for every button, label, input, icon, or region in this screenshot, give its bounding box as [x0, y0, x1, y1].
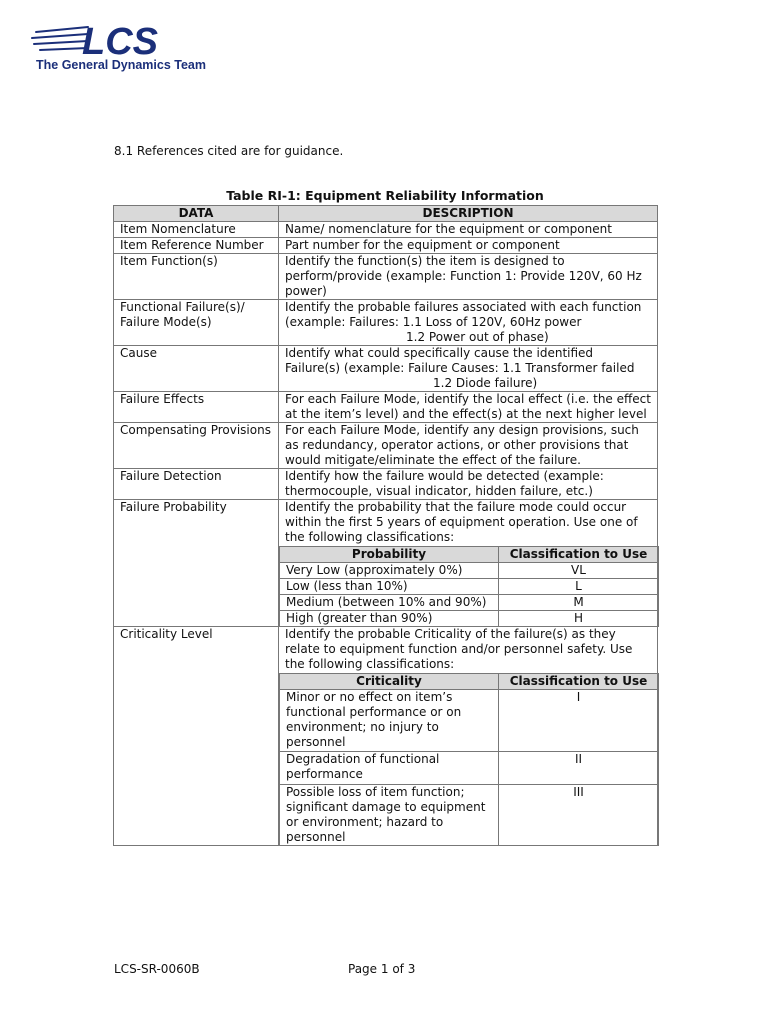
criticality-row: [280, 690, 659, 752]
probability-cell: Medium (between 10% and 90%): [280, 595, 499, 611]
probability-row: [280, 579, 659, 595]
row-description: For each Failure Mode, identify any design provisions, such as redundancy, operator actions, or other provisions that would mitigate/eliminate the effect of the failure.: [279, 423, 658, 469]
table-row: [114, 392, 658, 423]
probability-row: [280, 595, 659, 611]
logo-tagline: The General Dynamics Team: [36, 58, 206, 72]
table-caption: Table RI-1: Equipment Reliability Information: [226, 188, 544, 203]
probability-header-row: [280, 547, 659, 563]
table-row: [114, 346, 658, 392]
row-label: Compensating Provisions: [114, 423, 279, 469]
criticality-table: [279, 673, 659, 846]
row-description: Identify how the failure would be detected (example: thermocouple, visual indicator, hidden failure, etc.): [279, 469, 658, 500]
table-row: [114, 300, 658, 346]
row-label: Criticality Level: [114, 627, 279, 846]
row-description: For each Failure Mode, identify the local effect (i.e. the effect at the item’s level) and the effect(s) at the next higher level: [279, 392, 658, 423]
row-description-continuation: 1.2 Diode failure): [433, 376, 538, 390]
table-row: [114, 254, 658, 300]
criticality-cell: Degradation of functional performance: [280, 752, 499, 785]
table-header-row: [114, 206, 658, 222]
probability-table: [279, 546, 659, 627]
criticality-cell: Minor or no effect on item’s functional performance or on environment; no injury to personnel: [280, 690, 499, 752]
table-row: [114, 222, 658, 238]
criticality-header-row: [280, 674, 659, 690]
criticality-row: [280, 752, 659, 785]
footer-page-number: Page 1 of 3: [348, 962, 416, 976]
reliability-table: [113, 205, 658, 846]
row-description-text: Identify the probable failures associated with each function (example: Failures: 1.1 Loss of 120V, 60Hz power: [285, 300, 642, 329]
probability-row: [280, 563, 659, 579]
classification-cell: L: [499, 579, 659, 595]
table-row: [114, 627, 658, 846]
intro-text: 8.1 References cited are for guidance.: [114, 144, 344, 158]
table-row: [114, 500, 658, 627]
table-row: [114, 238, 658, 254]
probability-row: [280, 611, 659, 627]
row-description: [279, 346, 658, 392]
logo-mark-text: LCS: [82, 21, 158, 60]
column-header-data: DATA: [114, 206, 279, 222]
row-description: [279, 627, 658, 846]
criticality-header: Criticality: [280, 674, 499, 690]
row-label: Failure Effects: [114, 392, 279, 423]
classification-cell: II: [499, 752, 659, 785]
row-label: Functional Failure(s)/ Failure Mode(s): [114, 300, 279, 346]
row-description: [279, 300, 658, 346]
row-label: Failure Probability: [114, 500, 279, 627]
row-label: Item Function(s): [114, 254, 279, 300]
criticality-cell: Possible loss of item function; significant damage to equipment or environment; hazard to personnel: [280, 785, 499, 846]
row-description-continuation: 1.2 Power out of phase): [406, 330, 549, 344]
row-description: Name/ nomenclature for the equipment or component: [279, 222, 658, 238]
row-label: Item Reference Number: [114, 238, 279, 254]
classification-cell: M: [499, 595, 659, 611]
row-label: Item Nomenclature: [114, 222, 279, 238]
row-description-text: Identify what could specifically cause the identified Failure(s) (example: Failure Causes: 1.1 Transformer failed: [285, 346, 635, 375]
row-description-text: Identify the probability that the failure mode could occur within the first 5 years of equipment operation. Use one of the following classifications:: [285, 500, 638, 544]
criticality-row: [280, 785, 659, 846]
probability-header: Probability: [280, 547, 499, 563]
classification-cell: I: [499, 690, 659, 752]
lcs-logo-mark: [30, 18, 220, 60]
classification-cell: III: [499, 785, 659, 846]
classification-cell: H: [499, 611, 659, 627]
row-label: Failure Detection: [114, 469, 279, 500]
row-label: Cause: [114, 346, 279, 392]
classification-header: Classification to Use: [499, 547, 659, 563]
probability-cell: Low (less than 10%): [280, 579, 499, 595]
table-row: [114, 423, 658, 469]
probability-cell: High (greater than 90%): [280, 611, 499, 627]
table-row: [114, 469, 658, 500]
row-description: Part number for the equipment or component: [279, 238, 658, 254]
column-header-description: DESCRIPTION: [279, 206, 658, 222]
row-description: [279, 500, 658, 627]
footer-doc-id: LCS-SR-0060B: [114, 962, 200, 976]
classification-header: Classification to Use: [499, 674, 659, 690]
row-description: Identify the function(s) the item is designed to perform/provide (example: Function 1: Provide 120V, 60 Hz power): [279, 254, 658, 300]
probability-cell: Very Low (approximately 0%): [280, 563, 499, 579]
classification-cell: VL: [499, 563, 659, 579]
lcs-logo: [30, 18, 220, 78]
row-description-text: Identify the probable Criticality of the failure(s) as they relate to equipment function and/or personnel safety. Use the following classifications:: [285, 627, 633, 671]
